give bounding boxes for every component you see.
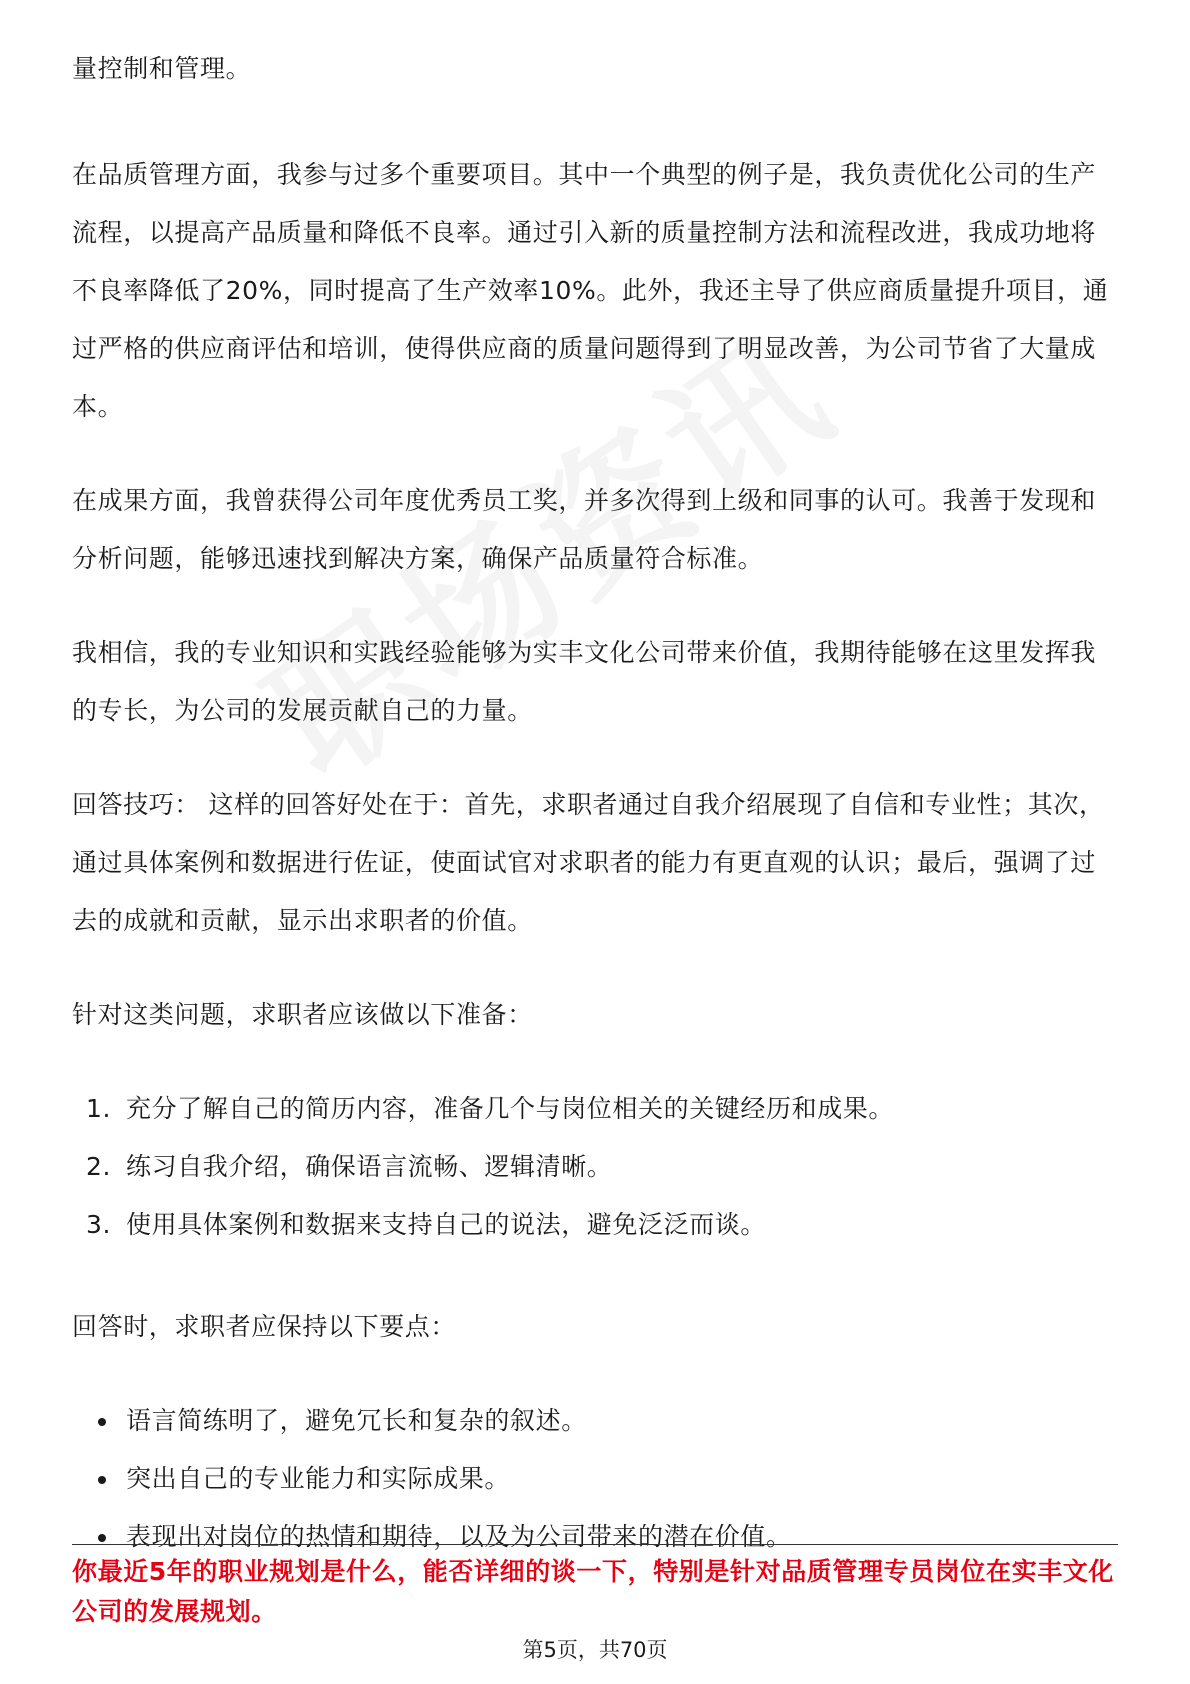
next-question-heading: 你最近5年的职业规划是什么，能否详细的谈一下，特别是针对品质管理专员岗位在实丰文化公司的发展规划。 bbox=[72, 1557, 1114, 1626]
list-item-text: 突出自己的专业能力和实际成果。 bbox=[126, 1464, 511, 1493]
list-number: 3. bbox=[86, 1210, 112, 1239]
list-item-text: 充分了解自己的简历内容，准备几个与岗位相关的关键经历和成果。 bbox=[126, 1094, 895, 1123]
document-page bbox=[72, 40, 1118, 1610]
paragraph-prep-intro: 针对这类问题，求职者应该做以下准备： bbox=[72, 1000, 533, 1029]
page-number: 第5页，共70页 bbox=[522, 1638, 668, 1662]
paragraph-value: 我相信，我的专业知识和实践经验能够为实丰文化公司带来价值，我期待能够在这里发挥我的专长，为公司的发展贡献自己的力量。 bbox=[72, 638, 1097, 725]
list-item bbox=[72, 1080, 1118, 1138]
list-item bbox=[72, 1450, 1118, 1508]
paragraph-answer-tips: 回答技巧： 这样的回答好处在于：首先，求职者通过自我介绍展现了自信和专业性；其次，通过具体案例和数据进行佐证，使面试官对求职者的能力有更直观的认识；最后，强调了过去的成就和贡献，显示出求职者的价值。 bbox=[72, 790, 1105, 935]
list-item-text: 语言简练明了，避免冗长和复杂的叙述。 bbox=[126, 1406, 587, 1435]
paragraph-achievements: 在成果方面，我曾获得公司年度优秀员工奖，并多次得到上级和同事的认可。我善于发现和分析问题，能够迅速找到解决方案，确保产品质量符合标准。 bbox=[72, 486, 1097, 573]
list-item bbox=[72, 1392, 1118, 1450]
paragraph-quality-projects: 在品质管理方面，我参与过多个重要项目。其中一个典型的例子是，我负责优化公司的生产流程，以提高产品质量和降低不良率。通过引入新的质量控制方法和流程改进，我成功地将不良率降低了20%，同时提高了生产效率10%。此外，我还主导了供应商质量提升项目，通过严格的供应商评估和培训，使得供应商的质量问题得到了明显改善，为公司节省了大量成本。 bbox=[72, 160, 1109, 421]
paragraph-continuation: 量控制和管理。 bbox=[72, 54, 252, 83]
prep-list bbox=[72, 1080, 1118, 1254]
bullet-icon bbox=[98, 1476, 106, 1484]
paragraph-points-intro: 回答时，求职者应保持以下要点： bbox=[72, 1312, 457, 1341]
list-item-text: 使用具体案例和数据来支持自己的说法，避免泛泛而谈。 bbox=[126, 1210, 767, 1239]
bullet-icon bbox=[98, 1534, 106, 1542]
list-item-text: 练习自我介绍，确保语言流畅、逻辑清晰。 bbox=[126, 1152, 613, 1181]
bullet-icon bbox=[98, 1418, 106, 1426]
list-number: 2. bbox=[86, 1152, 112, 1181]
list-number: 1. bbox=[86, 1094, 112, 1123]
section-divider bbox=[72, 1544, 1118, 1545]
list-item bbox=[72, 1138, 1118, 1196]
points-list bbox=[72, 1392, 1118, 1566]
list-item bbox=[72, 1196, 1118, 1254]
list-item-text: 表现出对岗位的热情和期待，以及为公司带来的潜在价值。 bbox=[126, 1522, 792, 1551]
